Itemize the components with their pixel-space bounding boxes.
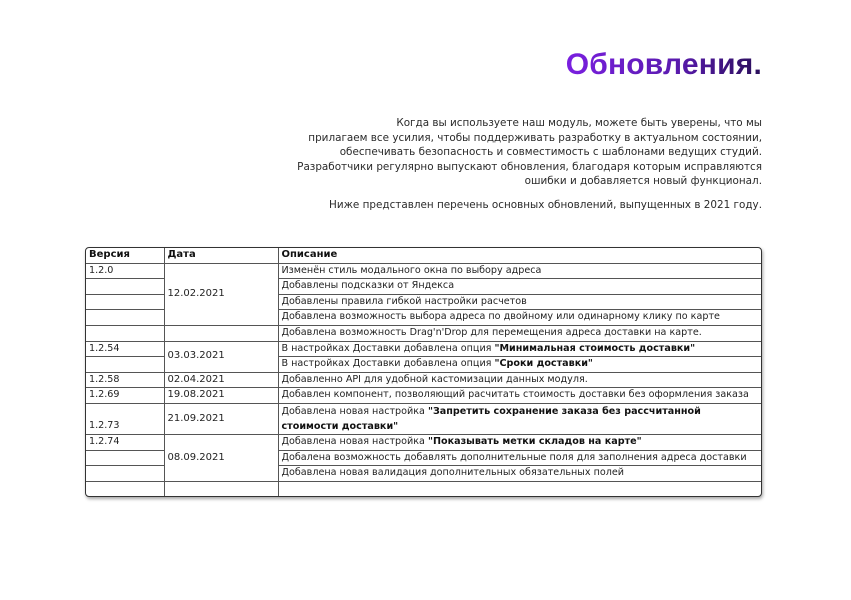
column-header-description: Описание — [278, 248, 761, 263]
intro-paragraph — [262, 116, 762, 189]
option-name: "Запретить сохранение заказа без рассчитанной стоимости доставки" — [281, 405, 701, 432]
version-cell — [86, 279, 164, 295]
description-cell: Добавлена возможность Drag'n'Drop для перемещения адреса доставки на карте. — [278, 325, 761, 341]
table-row — [86, 434, 761, 450]
date-cell: 19.08.2021 — [164, 388, 278, 404]
description-cell: Добавлены правила гибкой настройки расчетов — [278, 294, 761, 310]
intro-line: Разработчики регулярно выпускают обновления, благодаря которым исправляются — [297, 160, 762, 173]
version-cell — [86, 450, 164, 466]
table-row-empty — [86, 481, 761, 496]
version-cell — [86, 466, 164, 482]
description-cell: Добавлен компонент, позволяющий расчитать стоимость доставки без оформления заказа — [278, 388, 761, 404]
option-name: "Показывать метки складов на карте" — [427, 435, 642, 447]
description-cell: Добавлена новая валидация дополнительных обязательных полей — [278, 466, 761, 482]
description-text: В настройках Доставки добавлена опция — [281, 358, 495, 370]
table-row — [86, 403, 761, 434]
option-name: "Минимальная стоимость доставки" — [494, 342, 696, 354]
intro-line: Когда вы используете наш модуль, можете быть уверены, что мы — [396, 117, 762, 129]
description-cell — [278, 341, 761, 357]
version-cell — [86, 294, 164, 310]
version-cell — [86, 357, 164, 373]
version-cell: 1.2.0 — [86, 263, 164, 279]
date-cell — [164, 481, 278, 496]
table-row — [86, 388, 761, 404]
date-cell: 03.03.2021 — [164, 341, 278, 372]
description-cell: Изменён стиль модального окна по выбору адреса — [278, 263, 761, 279]
updates-table — [85, 247, 762, 497]
date-cell: 02.04.2021 — [164, 372, 278, 388]
description-cell: Добавлена возможность выбора адреса по двойному или одинарному клику по карте — [278, 310, 761, 326]
date-cell: 08.09.2021 — [164, 434, 278, 481]
version-cell: 1.2.69 — [86, 388, 164, 404]
table-row — [86, 263, 761, 279]
version-cell: 1.2.58 — [86, 372, 164, 388]
version-cell — [86, 481, 164, 496]
description-text: Добавлена новая настройка — [281, 435, 428, 447]
version-cell: 1.2.54 — [86, 341, 164, 357]
column-header-date: Дата — [164, 248, 278, 263]
description-text: Добавлена новая настройка — [281, 405, 428, 417]
description-cell: Добалена возможность добавлять дополнительные поля для заполнения адреса доставки — [278, 450, 761, 466]
description-cell: Добавленно API для удобной кастомизации данных модуля. — [278, 372, 761, 388]
list-intro: Ниже представлен перечень основных обновлений, выпущенных в 2021 году. — [329, 198, 762, 211]
column-header-version: Версия — [86, 248, 164, 263]
description-cell — [278, 434, 761, 450]
intro-line: прилагаем все усилия, чтобы поддерживать разработку в актуальном состоянии, — [308, 131, 762, 144]
description-cell — [278, 403, 761, 434]
version-cell — [86, 325, 164, 341]
date-cell: 21.09.2021 — [164, 403, 278, 434]
table-row — [86, 372, 761, 388]
intro-line: обеспечивать безопасность и совместимость с шаблонами ведущих студий. — [339, 146, 762, 158]
intro-line: ошибки и добавляется новый функционал. — [524, 175, 762, 187]
version-cell: 1.2.74 — [86, 434, 164, 450]
table-row — [86, 341, 761, 357]
description-cell: Добавлены подсказки от Яндекса — [278, 279, 761, 295]
version-cell: 1.2.73 — [86, 403, 164, 434]
description-cell — [278, 481, 761, 496]
version-cell — [86, 310, 164, 326]
description-cell — [278, 357, 761, 373]
page-title: Обновления. — [565, 48, 762, 81]
table-row — [86, 325, 761, 341]
date-cell — [164, 325, 278, 341]
intro-text — [262, 116, 762, 212]
date-cell: 12.02.2021 — [164, 263, 278, 325]
description-text: В настройках Доставки добавлена опция — [281, 342, 495, 354]
table-header-row — [86, 248, 761, 263]
option-name: "Сроки доставки" — [494, 358, 593, 370]
